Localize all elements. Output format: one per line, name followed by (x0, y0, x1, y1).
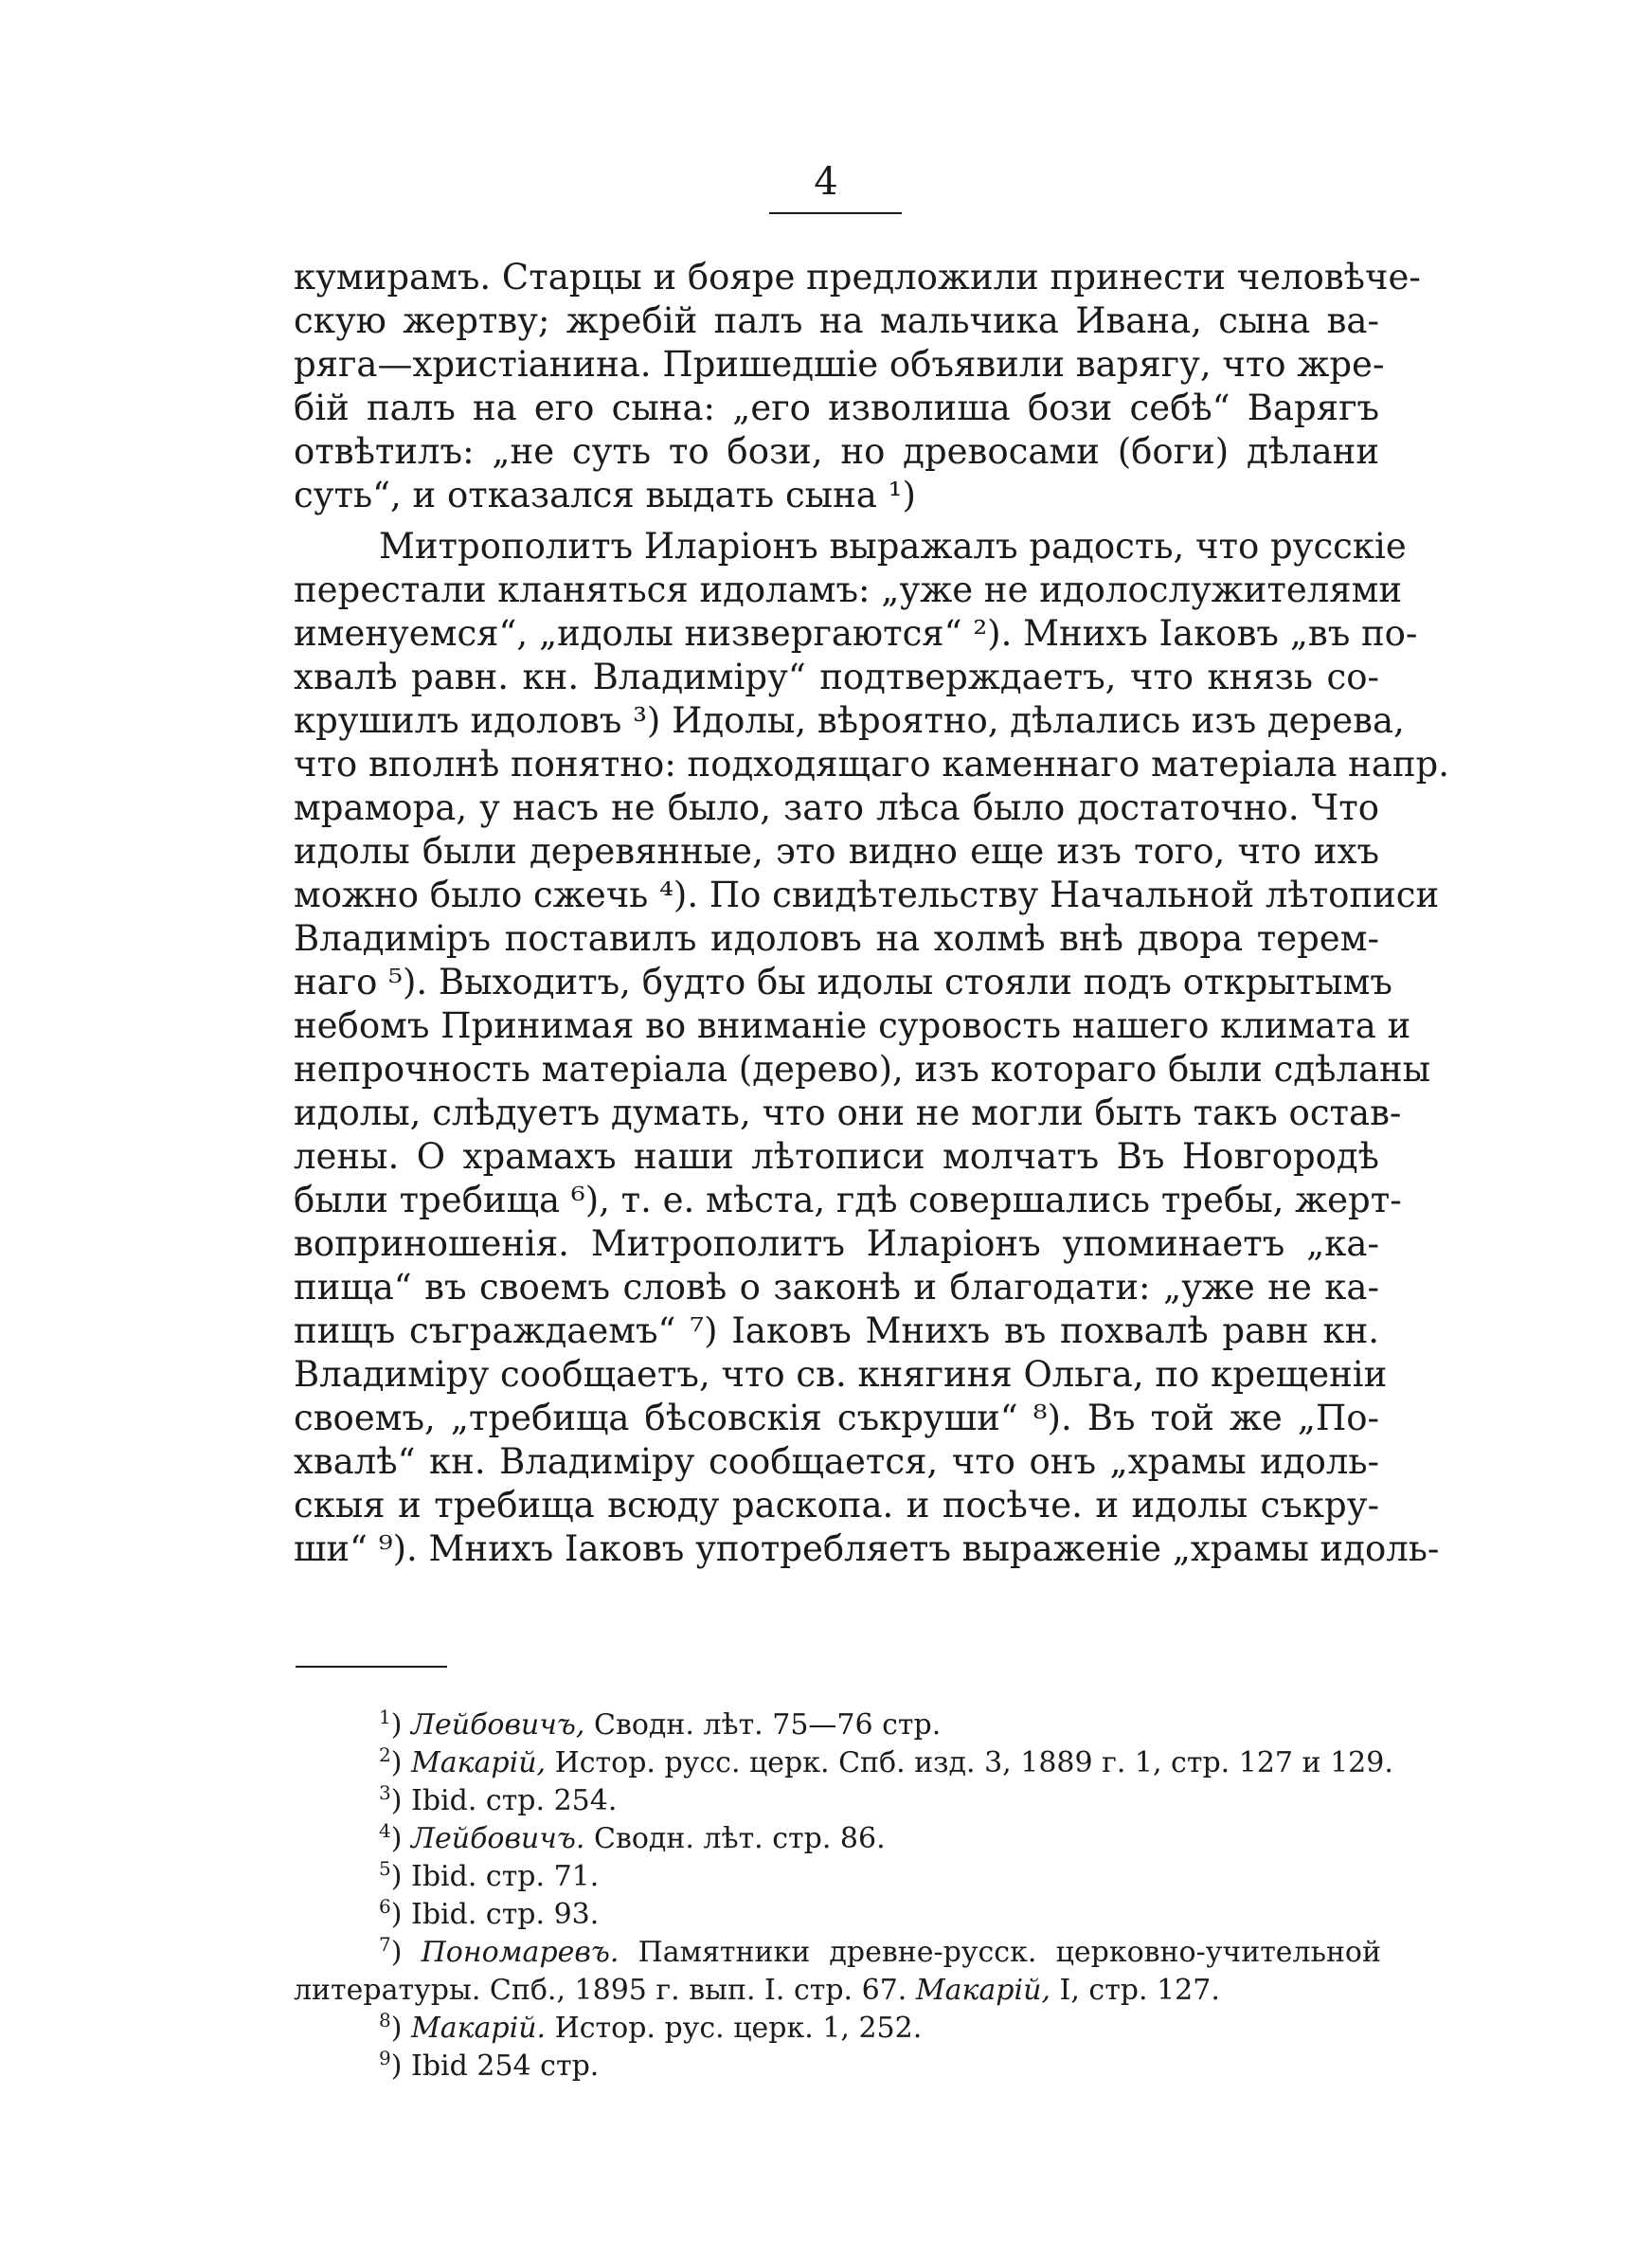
footnote (379, 2009, 923, 2045)
footnote-author: Лейбовичъ, (410, 1708, 585, 1742)
footnote-separator (296, 1666, 447, 1668)
footnote-text: Ibid. стр. 93. (410, 1898, 600, 1931)
footnote-marker: ) (390, 1822, 411, 1855)
body-line: наго ⁵). Выходитъ, будто бы идолы стояли подъ открытымъ (294, 962, 1392, 1002)
body-line: идолы были деревянные, это видно еще изъ того, что ихъ (294, 831, 1379, 872)
body-line: лены. О храмахъ наши лѣтописи молчатъ Въ Новгородѣ (294, 1136, 1379, 1177)
footnote-marker: ) (390, 1784, 411, 1817)
footnote-number: 6 (379, 1895, 391, 1918)
page-number-rule (769, 212, 902, 214)
body-line: своемъ, „требища бѣсовскія съкруши“ ⁸). Въ той же „По- (294, 1398, 1379, 1438)
body-line: отвѣтилъ: „не суть то бози, но древосами (боги) дѣлани (294, 431, 1379, 472)
footnote-continuation (294, 1974, 1220, 2007)
body-line: мрамора, у насъ не было, зато лѣса было достаточно. Что (294, 787, 1379, 828)
page-number: 4 (814, 160, 838, 204)
footnote-text: Памятники древне-русск. церковно-учительной (619, 1936, 1381, 1969)
footnote-number: 1 (379, 1706, 391, 1728)
footnote-text: Ibid. стр. 254. (410, 1784, 618, 1817)
body-line: пища“ въ своемъ словѣ о законѣ и благодати: „уже не ка- (294, 1267, 1379, 1308)
body-line: скыя и требища всюду раскопа. и посѣче. и идолы съкру- (294, 1485, 1379, 1526)
footnote-marker: ) (390, 1708, 411, 1742)
footnote-text: Истор. русс. церк. Спб. изд. 3, 1889 г. 1, стр. 127 и 129. (546, 1746, 1393, 1779)
body-line: пищъ съграждаемъ“ ⁷) Іаковъ Мнихъ въ похвалѣ равн кн. (294, 1310, 1379, 1351)
footnote-marker: ) (390, 2049, 411, 2083)
body-line: крушилъ идоловъ ³) Идолы, вѣроятно, дѣлались изъ дерева, (294, 700, 1405, 741)
body-line: непрочность матеріала (дерево), изъ котораго были сдѣланы (294, 1049, 1431, 1090)
footnote-number: 2 (379, 1743, 391, 1766)
body-line: можно было сжечь ⁴). По свидѣтельству Начальной лѣтописи (294, 875, 1440, 915)
body-line: Владиміръ поставилъ идоловъ на холмѣ внѣ двора терем- (294, 918, 1379, 959)
body-line: именуемся“, „идолы низвергаются“ ²). Мнихъ Іаковъ „въ по- (294, 613, 1418, 654)
footnote (379, 2047, 600, 2083)
body-line: воприношенія. Митрополитъ Иларіонъ упоминаетъ „ка- (294, 1223, 1379, 1264)
footnote-number: 4 (379, 1819, 391, 1842)
footnote (379, 1743, 1393, 1779)
footnote-text: I, стр. 127. (1050, 1974, 1220, 2007)
footnote-author: Макарій. (410, 2012, 547, 2045)
footnote-marker: ) (390, 1936, 422, 1969)
body-line: Митрополитъ Иларіонъ выражалъ радость, что русскіе (379, 526, 1407, 567)
body-line: ряга—христіанина. Пришедшіе объявили варягу, что жре- (294, 344, 1385, 385)
footnote-text: Сводн. лѣт. 75—76 стр. (584, 1708, 942, 1742)
footnote (379, 1781, 618, 1817)
footnote (379, 1895, 600, 1931)
footnote-text: Истор. рус. церк. 1, 252. (546, 2012, 923, 2045)
body-line: что вполнѣ понятно: подходящаго каменнаго матеріала напр. (294, 744, 1450, 785)
body-line: кумирамъ. Старцы и бояре предложили принести человѣче- (294, 257, 1421, 298)
footnote-marker: ) (390, 1860, 411, 1893)
footnote-author: Пономаревъ. (421, 1936, 620, 1969)
body-line: бій палъ на его сына: „его изволиша бози себѣ“ Варягъ (294, 388, 1379, 428)
footnote-marker: ) (390, 1746, 411, 1779)
body-line: перестали кланяться идоламъ: „уже не идолослужителями (294, 569, 1403, 610)
footnote-number: 5 (379, 1857, 391, 1880)
footnote (379, 1933, 1381, 1969)
body-line: идолы, слѣдуетъ думать, что они не могли быть такъ остав- (294, 1092, 1402, 1133)
body-line: небомъ Принимая во вниманіе суровость нашего климата и (294, 1005, 1411, 1046)
footnote-text: Ibid. стр. 71. (410, 1860, 600, 1893)
footnote-number: 9 (379, 2047, 391, 2069)
footnote-marker: ) (390, 2012, 411, 2045)
body-line: хвалѣ“ кн. Владиміру сообщается, что онъ „храмы идоль- (294, 1441, 1379, 1482)
body-line: были требища ⁶), т. е. мѣста, гдѣ совершались требы, жерт- (294, 1180, 1402, 1220)
footnote-text: литературы. Спб., 1895 г. вып. I. стр. 67. (294, 1974, 907, 2007)
body-line: скую жертву; жребій палъ на мальчика Ивана, сына ва- (294, 300, 1379, 341)
footnote-marker: ) (390, 1898, 411, 1931)
footnote (379, 1706, 942, 1742)
footnote-author: Лейбовичъ. (410, 1822, 585, 1855)
footnote (379, 1819, 886, 1855)
footnote-author: Макарій, (915, 1974, 1050, 2007)
body-line: суть“, и отказался выдать сына ¹) (294, 475, 916, 515)
body-line: Владиміру сообщаетъ, что св. княгиня Ольга, по крещеніи (294, 1354, 1388, 1395)
footnote-number: 3 (379, 1781, 391, 1804)
footnote-text: Сводн. лѣт. стр. 86. (584, 1822, 886, 1855)
footnote (379, 1857, 600, 1893)
footnote-author: Макарій, (410, 1746, 547, 1779)
body-line: ши“ ⁹). Мнихъ Іаковъ употребляетъ выраженіе „храмы идоль- (294, 1528, 1440, 1569)
footnote-number: 7 (379, 1933, 391, 1956)
footnote-text: Ibid 254 стр. (410, 2049, 600, 2083)
body-line: хвалѣ равн. кн. Владиміру“ подтверждаетъ, что князь со- (294, 657, 1379, 697)
footnote-number: 8 (379, 2009, 391, 2031)
